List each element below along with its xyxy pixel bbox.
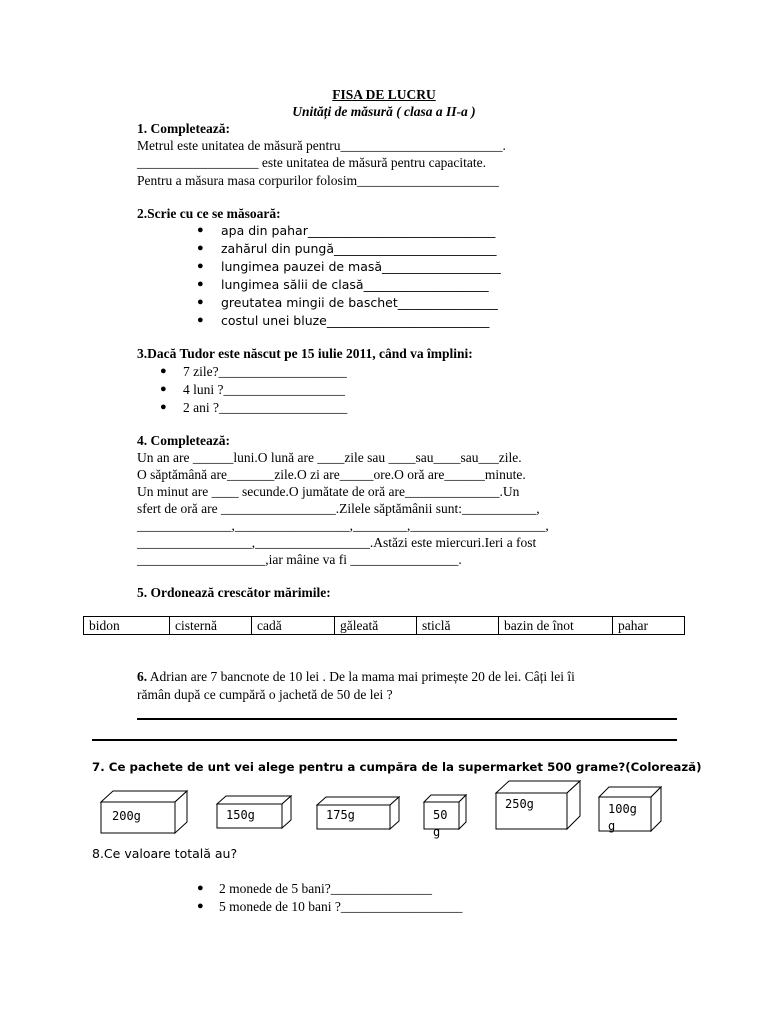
ex8-item-2: 5 monede de 10 bani ?__________________ [219,899,463,914]
box-label: 50 [433,808,448,822]
ex1-heading: 1. Completează: [137,121,230,136]
bullet-icon: ● [160,365,167,377]
table-cell: bazin de înot [499,617,613,635]
ex6-line-2: rămân după ce cumpără o jachetă de 50 de lei ? [137,687,393,702]
sizes-table [83,616,685,635]
box-label: g [433,825,441,839]
ex6-line-1 [137,668,575,685]
bullet-icon: ● [197,296,204,308]
answer-line [92,739,677,741]
ex4-line-6: _________________,_________________.Astăzi este miercuri.Ieri a fost [137,535,537,550]
ex7-heading: 7. Ce pachete de unt vei alege pentru a cumpăra de la supermarket 500 grame?(Colorează) [92,760,702,774]
table-cell: cisternă [170,617,252,635]
worksheet-subtitle: Unități de măsură ( clasa a II-a ) [292,104,476,119]
bullet-icon: ● [197,242,204,254]
ex4-heading: 4. Completează: [137,433,230,448]
ex2-heading: 2.Scrie cu ce se măsoară: [137,206,281,221]
bullet-icon: ● [197,278,204,290]
ex3-heading: 3.Dacă Tudor este născut pe 15 iulie 2011, când va împlini: [137,346,473,361]
box-label: 100g [608,802,637,816]
bullet-icon: ● [160,401,167,413]
ex4-line-7: ___________________,iar mâine va fi ________________. [137,552,462,567]
bullet-icon: ● [197,314,204,326]
ex2-item-4: lungimea sălii de clasă____________________ [221,277,489,292]
ex4-line-3: Un minut are ____ secunde.O jumătate de oră are______________.Un [137,484,520,499]
worksheet-title: FISA DE LUCRU [332,87,436,102]
ex4-line-5: ______________,_________________,________,____________________, [137,518,549,533]
table-cell: sticlă [417,617,499,635]
box-label: 250g [505,797,534,811]
ex4-line-2: O săptămână are_______zile.O zi are_____ore.O oră are______minute. [137,467,526,482]
box-label: 200g [112,809,141,823]
box-label: 175g [326,808,355,822]
ex1-line-1: Metrul este unitatea de măsură pentru________________________. [137,138,506,153]
table-cell: cadă [252,617,335,635]
box-label: g [608,819,616,833]
ex5-heading: 5. Ordonează crescător mărimile: [137,585,331,600]
ex2-item-3: lungimea pauzei de masă___________________ [221,259,501,274]
bullet-icon: ● [197,260,204,272]
bullet-icon: ● [197,900,204,912]
ex6-text-1: Adrian are 7 bancnote de 10 lei . De la mama mai primește 20 de lei. Câți lei îi [147,669,575,684]
ex6-number: 6. [137,669,148,684]
bullet-icon: ● [160,383,167,395]
bullet-icon: ● [197,224,204,236]
box-label: 150g [226,808,255,822]
ex3-item-3: 2 ani ?___________________ [183,400,348,415]
ex3-item-2: 4 luni ?__________________ [183,382,345,397]
answer-line [137,718,677,720]
ex3-item-1: 7 zile?___________________ [183,364,347,379]
table-cell: bidon [84,617,170,635]
ex2-item-2: zahărul din pungă__________________________ [221,241,497,256]
ex2-item-1: apa din pahar______________________________ [221,223,496,238]
bullet-icon: ● [197,882,204,894]
ex1-line-2: __________________ este unitatea de măsură pentru capacitate. [137,155,487,170]
table-cell: găleată [335,617,417,635]
table-cell: pahar [613,617,685,635]
ex8-heading: 8.Ce valoare totală au? [92,846,238,861]
table-row [84,617,685,635]
ex8-item-1: 2 monede de 5 bani?_______________ [219,881,432,896]
ex2-item-6: costul unei bluze__________________________ [221,313,490,328]
ex4-line-4: sfert de oră are _________________.Zilele săptămânii sunt:___________, [137,501,540,516]
ex4-line-1: Un an are ______luni.O lună are ____zile sau ____sau____sau___zile. [137,450,522,465]
ex1-line-3: Pentru a măsura masa corpurilor folosim_____________________ [137,173,499,188]
ex2-item-5: greutatea mingii de baschet________________ [221,295,498,310]
